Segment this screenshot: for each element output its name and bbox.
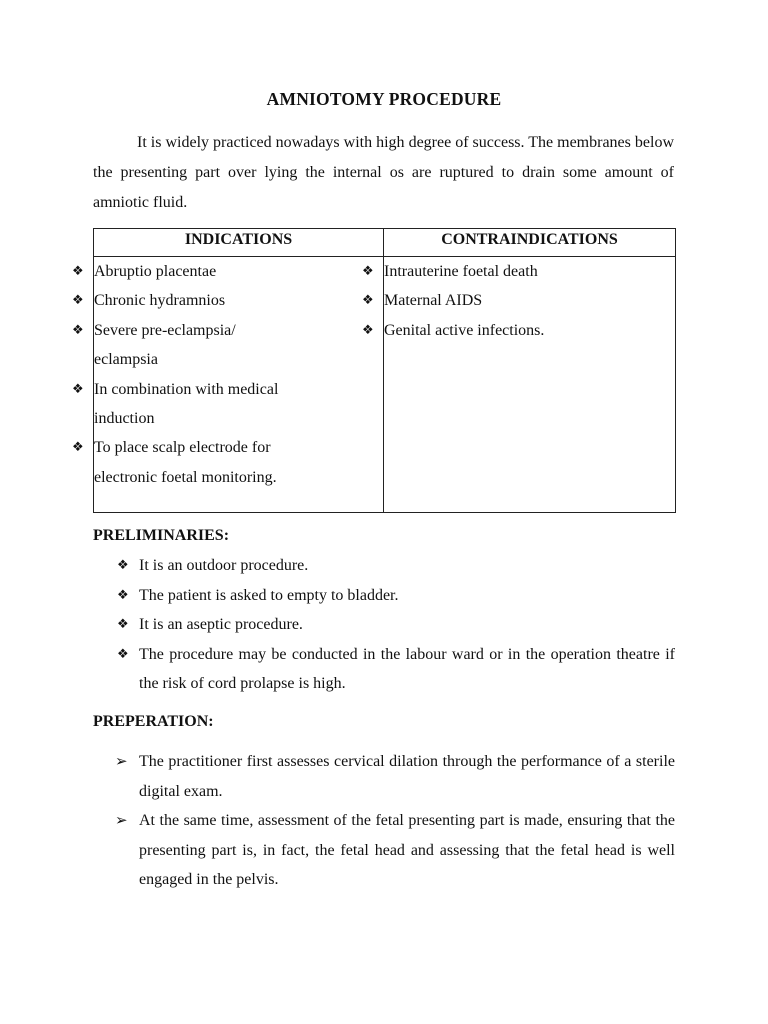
diamond-bullet-icon: ❖ xyxy=(117,617,129,633)
diamond-bullet-icon: ❖ xyxy=(362,293,374,309)
diamond-bullet-icon: ❖ xyxy=(362,264,374,279)
diamond-bullet-icon: ❖ xyxy=(362,322,374,338)
diamond-bullet-icon: ❖ xyxy=(72,293,84,309)
diamond-bullet-icon: ❖ xyxy=(117,587,129,603)
table-body-row xyxy=(94,257,676,513)
intro-paragraph: It is widely practiced nowadays with high degree of success. The membranes below the presenting part over lying the internal os are ruptured to drain some amount of amniotic fluid. xyxy=(93,134,674,211)
contraindications-header: CONTRAINDICATIONS xyxy=(384,229,676,257)
list-item: ❖ To place scalp electrode for electronic foetal monitoring. xyxy=(94,433,383,492)
preperation-heading: PREPERATION: xyxy=(93,713,214,730)
list-item: ❖ It is an aseptic procedure. xyxy=(139,610,675,640)
contraindications-cell xyxy=(362,257,676,513)
preperation-list xyxy=(115,747,675,895)
diamond-bullet-icon: ❖ xyxy=(117,646,129,662)
list-item: ❖ Abruptio placentae xyxy=(94,257,383,286)
contraindications-list xyxy=(362,257,675,345)
arrow-bullet-icon: ➢ xyxy=(115,752,128,770)
list-item: ➢ At the same time, assessment of the fetal presenting part is made, ensuring that the presenting part is, in fact, the fetal head and assessing that the fetal head is well engaged in the pelvis. xyxy=(139,806,675,895)
list-item: ❖ Maternal AIDS xyxy=(384,286,675,315)
list-item: ➢ The practitioner first assesses cervical dilation through the performance of a sterile digital exam. xyxy=(139,747,675,806)
diamond-bullet-icon: ❖ xyxy=(72,440,84,456)
list-item: ❖ The procedure may be conducted in the labour ward or in the operation theatre if the risk of cord prolapse is high. xyxy=(139,640,675,699)
list-item: ❖ Genital active infections. xyxy=(384,316,675,345)
arrow-bullet-icon: ➢ xyxy=(115,811,128,829)
diamond-bullet-icon: ❖ xyxy=(72,322,84,338)
table-header-row xyxy=(94,229,676,257)
page-title: AMNIOTOMY PROCEDURE xyxy=(266,89,502,109)
diamond-bullet-icon: ❖ xyxy=(117,558,129,573)
indications-list xyxy=(72,257,383,492)
list-item: ❖ Severe pre-eclampsia/ eclampsia xyxy=(94,316,383,375)
list-item: ❖ Chronic hydramnios xyxy=(94,286,383,315)
list-item: ❖ Intrauterine foetal death xyxy=(384,257,675,286)
diamond-bullet-icon: ❖ xyxy=(72,264,84,279)
preliminaries-heading: PRELIMINARIES: xyxy=(93,527,230,544)
indications-header: INDICATIONS xyxy=(94,229,384,257)
list-item: ❖ In combination with medical induction xyxy=(94,375,383,434)
list-item: ❖ It is an outdoor procedure. xyxy=(139,551,675,581)
indications-cell xyxy=(72,257,384,513)
indications-table xyxy=(72,228,676,513)
diamond-bullet-icon: ❖ xyxy=(72,381,84,397)
list-item: ❖ The patient is asked to empty to bladder. xyxy=(139,581,675,611)
preliminaries-list xyxy=(117,551,675,699)
